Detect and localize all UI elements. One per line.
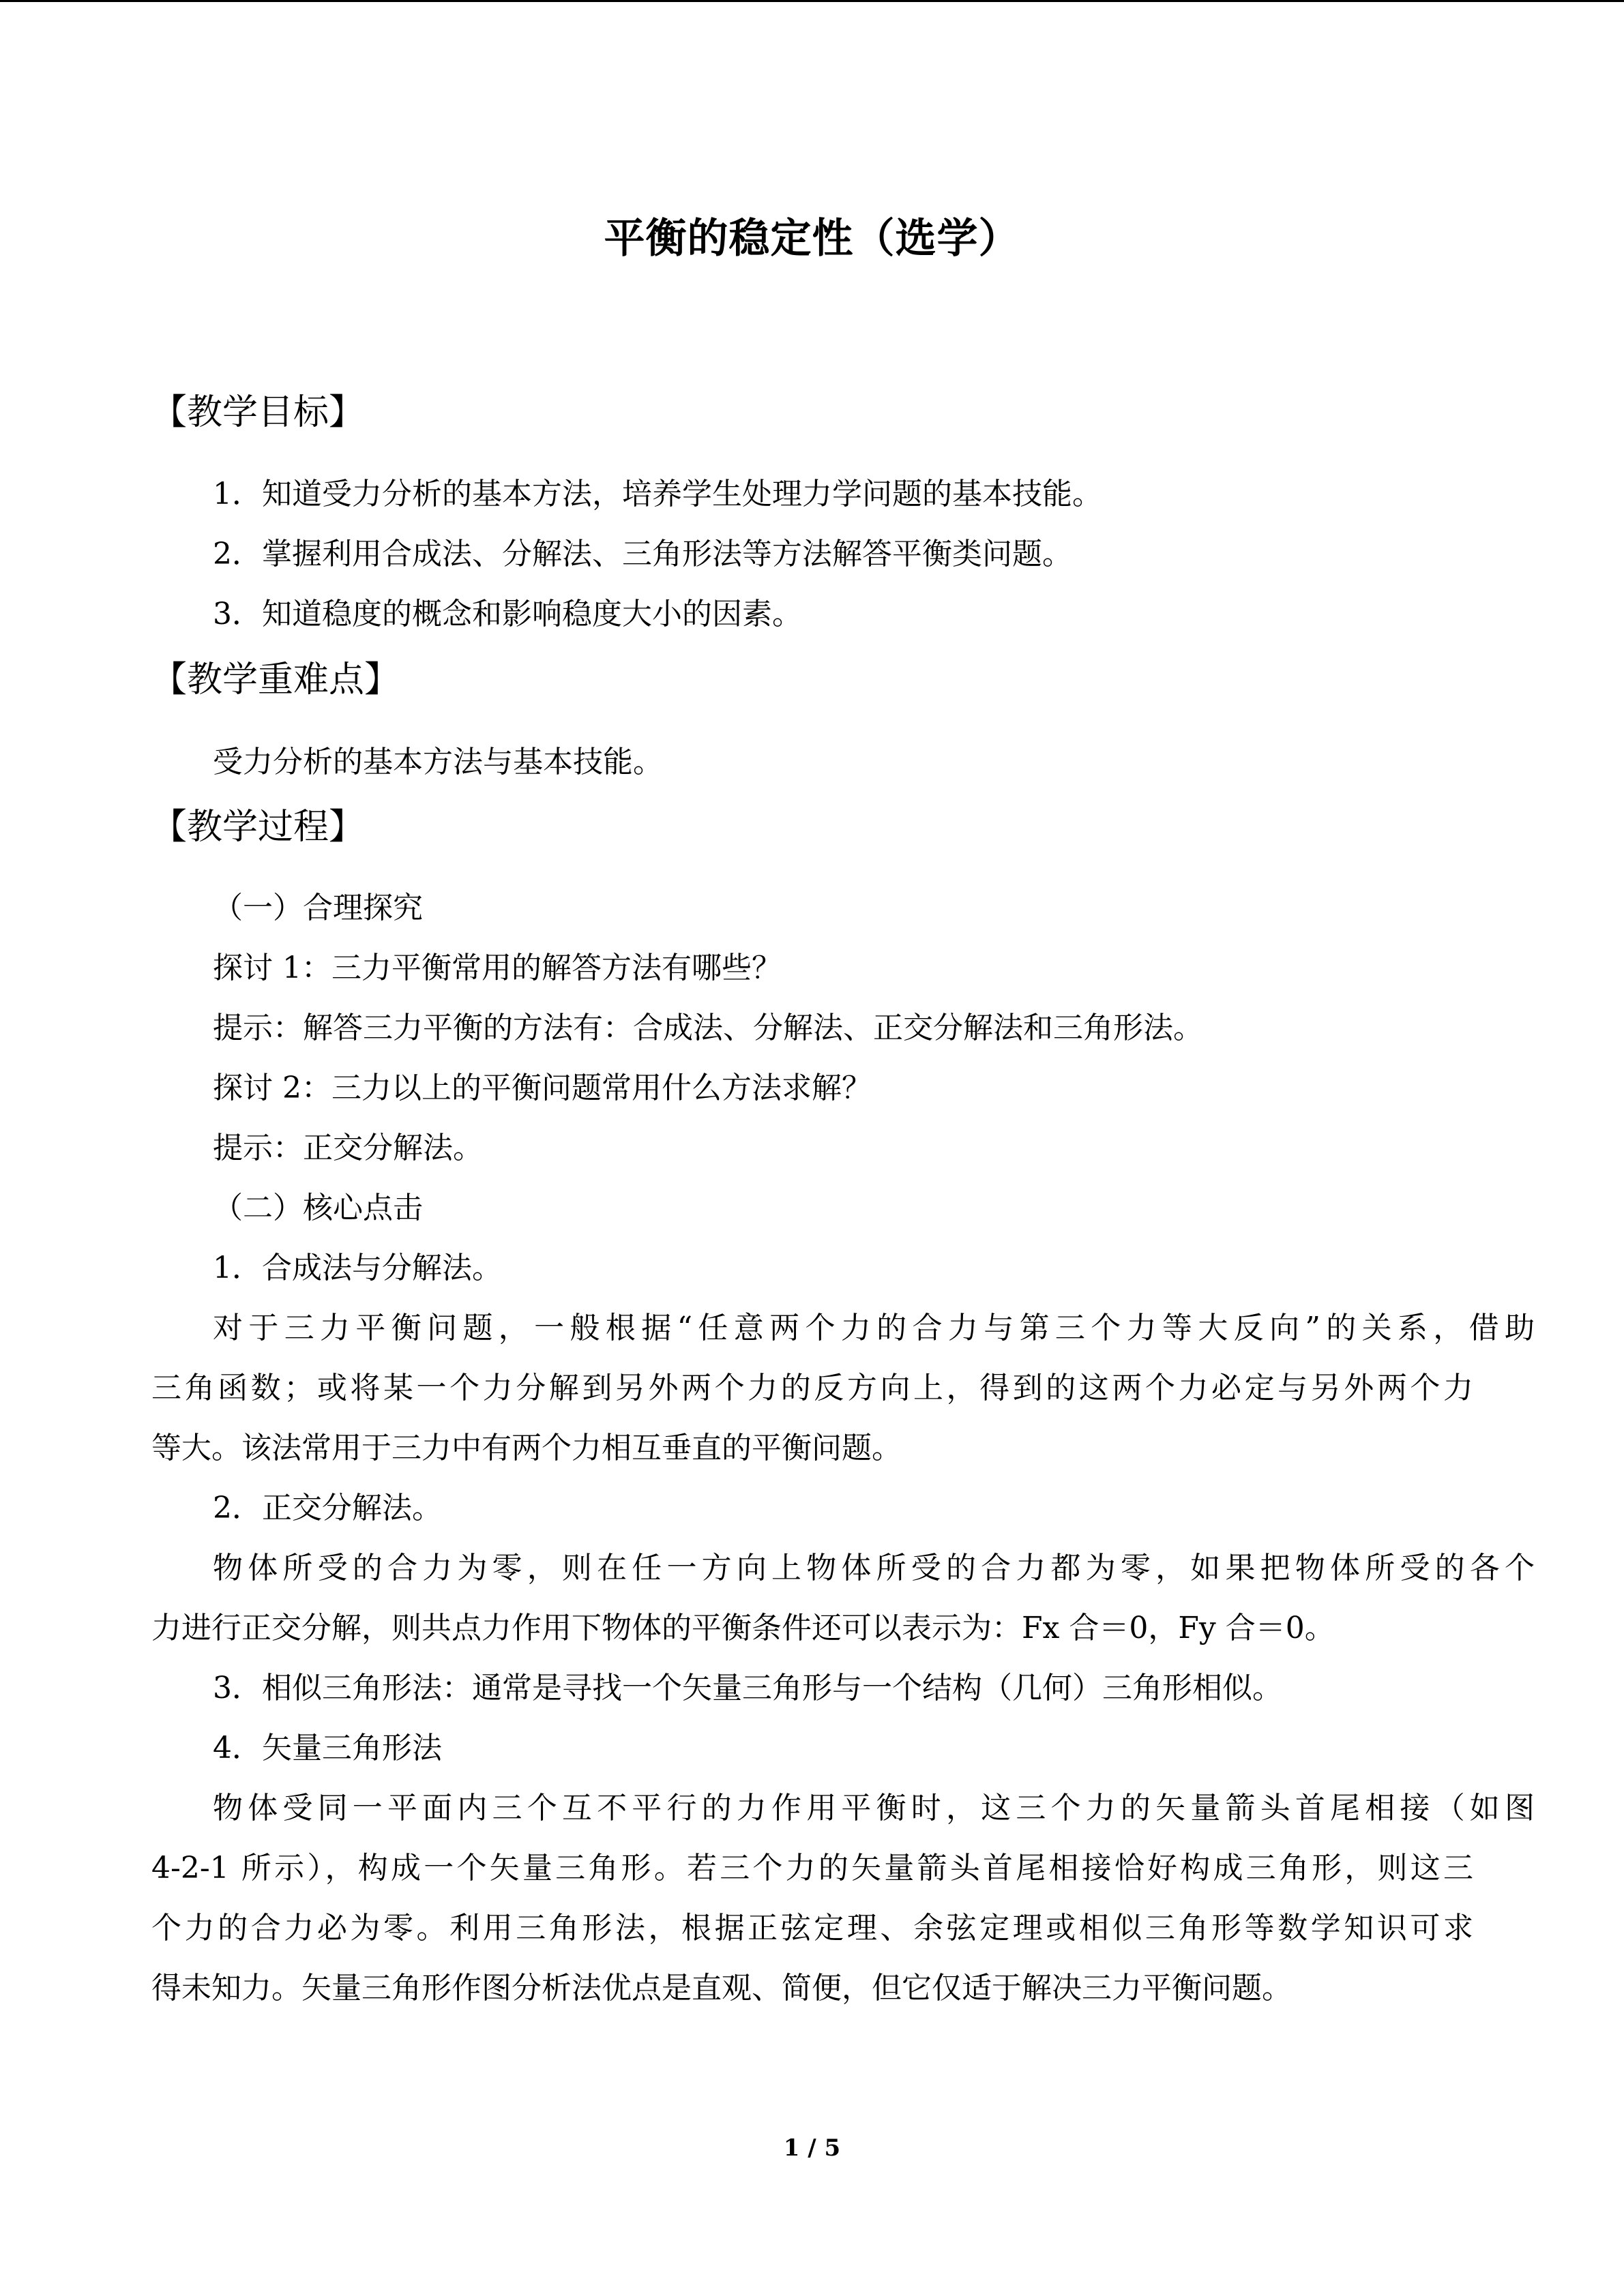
process-line: 力进行正交分解，则共点力作用下物体的平衡条件还可以表示为：Fx 合＝0，Fy 合＝0。	[151, 1611, 1335, 1645]
process-line: 提示：解答三力平衡的方法有：合成法、分解法、正交分解法和三角形法。	[213, 1011, 1203, 1045]
process-line: 物体受同一平面内三个互不平行的力作用平衡时，这三个力的矢量箭头首尾相接（如图	[213, 1791, 1535, 1825]
objective-item-3: 3．知道稳度的概念和影响稳度大小的因素。	[213, 597, 802, 631]
heading-key-points: 【教学重难点】	[151, 659, 400, 700]
process-line: 4．矢量三角形法	[213, 1731, 442, 1765]
process-line: 等大。该法常用于三力中有两个力相互垂直的平衡问题。	[151, 1431, 902, 1465]
process-line: 对于三力平衡问题，一般根据“任意两个力的合力与第三个力等大反向”的关系，借助	[213, 1311, 1535, 1345]
process-line: 得未知力。矢量三角形作图分析法优点是直观、简便，但它仅适于解决三力平衡问题。	[151, 1971, 1292, 2006]
process-line: 探讨 2：三力以上的平衡问题常用什么方法求解？	[213, 1071, 872, 1105]
process-line: 2．正交分解法。	[213, 1491, 442, 1525]
process-line: （一）合理探究	[213, 891, 423, 925]
process-line: 三角函数；或将某一个力分解到另外两个力的反方向上，得到的这两个力必定与另外两个力	[151, 1371, 1473, 1405]
key-points-text: 受力分析的基本方法与基本技能。	[213, 745, 663, 779]
process-line: 3．相似三角形法：通常是寻找一个矢量三角形与一个结构（几何）三角形相似。	[213, 1671, 1282, 1705]
process-line: 1．合成法与分解法。	[213, 1251, 502, 1285]
process-line: 个力的合力必为零。利用三角形法，根据正弦定理、余弦定理或相似三角形等数学知识可求	[151, 1911, 1473, 1945]
document-title: 平衡的稳定性（选学）	[604, 215, 1020, 263]
process-line: 提示：正交分解法。	[213, 1131, 483, 1165]
process-line: 探讨 1：三力平衡常用的解答方法有哪些？	[213, 951, 782, 985]
heading-process: 【教学过程】	[151, 807, 365, 848]
heading-objectives: 【教学目标】	[151, 392, 365, 433]
process-line: 4-2-1 所示），构成一个矢量三角形。若三个力的矢量箭头首尾相接恰好构成三角形，则这三	[151, 1851, 1473, 1885]
objective-item-1: 1．知道受力分析的基本方法，培养学生处理力学问题的基本技能。	[213, 477, 1102, 511]
page-number: 1 / 5	[783, 2134, 841, 2162]
process-line: 物体所受的合力为零，则在任一方向上物体所受的合力都为零，如果把物体所受的各个	[213, 1551, 1535, 1585]
process-line: （二）核心点击	[213, 1191, 423, 1225]
top-border-line	[0, 0, 1624, 2]
objective-item-2: 2．掌握利用合成法、分解法、三角形法等方法解答平衡类问题。	[213, 537, 1072, 571]
